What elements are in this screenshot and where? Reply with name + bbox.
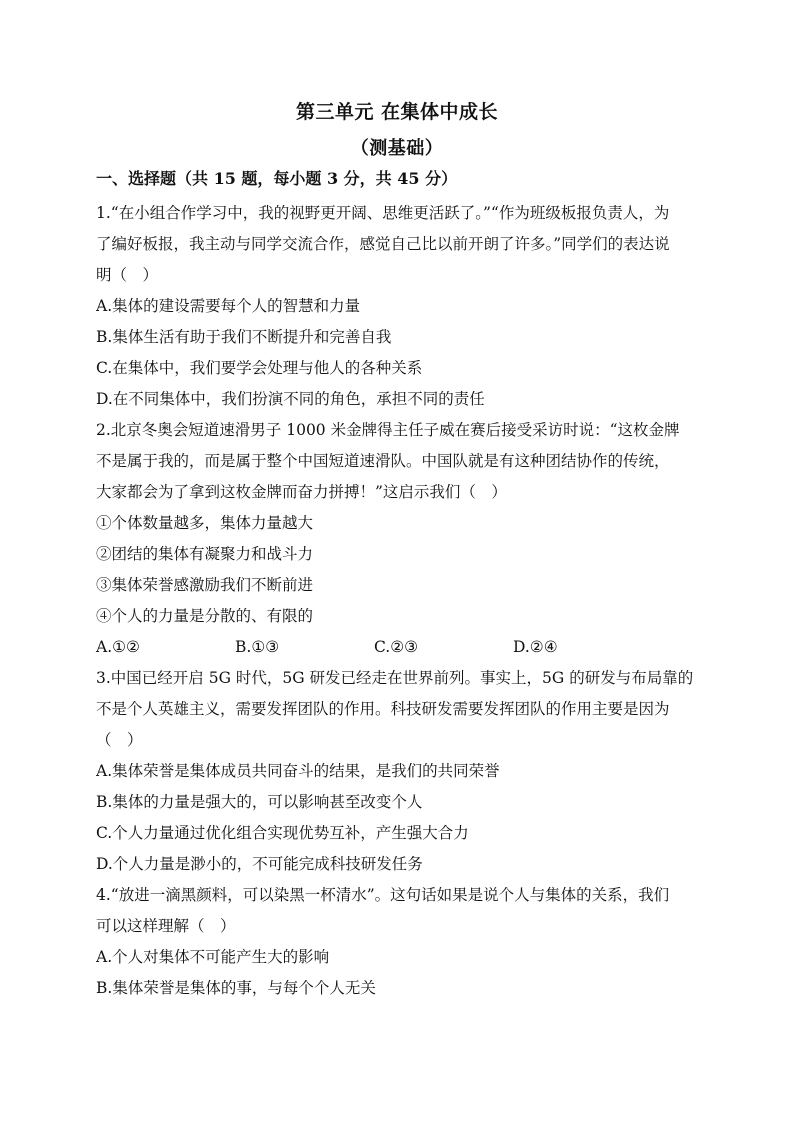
question-text-line: 大家都会为了拿到这枚金牌而奋力拼搏！”这启示我们（ ） bbox=[96, 483, 507, 501]
document-body bbox=[96, 168, 702, 1004]
option-d: D.②④ bbox=[513, 638, 558, 656]
question-text-line: 不是个人英雄主义，需要发挥团队的作用。科技研发需要发挥团队的作用主要是因为 bbox=[96, 700, 670, 718]
option-a: A.个人对集体不可能产生大的影响 bbox=[96, 948, 330, 966]
option-a: A.集体的建设需要每个人的智慧和力量 bbox=[96, 297, 361, 315]
option-d: D.在不同集体中，我们扮演不同的角色，承担不同的责任 bbox=[96, 390, 485, 408]
question-text-line: 4.“放进一滴黑颜料，可以染黑一杯清水”。这句话如果是说个人与集体的关系，我们 bbox=[96, 886, 670, 904]
question-text-line: 2.北京冬奥会短道速滑男子 1000 米金牌得主任子威在赛后接受采访时说：“这枚金牌 bbox=[96, 421, 680, 439]
option-row bbox=[96, 632, 702, 663]
question-text-line: 1.“在小组合作学习中，我的视野更开阔、思维更活跃了。”“作为班级板报负责人，为 bbox=[96, 204, 670, 222]
option-d: D.个人力量是渺小的，不可能完成科技研发任务 bbox=[96, 855, 423, 873]
section-heading: 一、选择题（共 15 题，每小题 3 分，共 45 分） bbox=[96, 169, 458, 188]
question-4 bbox=[96, 880, 702, 1004]
statement-2: ②团结的集体有凝聚力和战斗力 bbox=[96, 545, 314, 563]
option-a: A.集体荣誉是集体成员共同奋斗的结果，是我们的共同荣誉 bbox=[96, 762, 500, 780]
question-text-line: （ ） bbox=[96, 731, 143, 749]
option-b: B.集体荣誉是集体的事，与每个个人无关 bbox=[96, 979, 376, 997]
question-text-line: 了编好板报，我主动与同学交流合作，感觉自己比以前开朗了许多。”同学们的表达说 bbox=[96, 235, 670, 253]
question-text-line: 可以这样理解（ ） bbox=[96, 917, 236, 935]
question-text-line: 明（ ） bbox=[96, 266, 159, 284]
question-1 bbox=[96, 198, 702, 415]
question-3 bbox=[96, 663, 702, 880]
option-b: B.集体的力量是强大的，可以影响甚至改变个人 bbox=[96, 793, 423, 811]
option-a: A.①② bbox=[96, 638, 140, 656]
option-c: C.②③ bbox=[374, 638, 419, 656]
option-c: C.在集体中，我们要学会处理与他人的各种关系 bbox=[96, 359, 423, 377]
statement-1: ①个体数量越多，集体力量越大 bbox=[96, 514, 314, 532]
statement-3: ③集体荣誉感激励我们不断前进 bbox=[96, 576, 314, 594]
page-title: 第三单元 在集体中成长 bbox=[295, 101, 499, 123]
statement-4: ④个人的力量是分散的、有限的 bbox=[96, 607, 314, 625]
question-text-line: 不是属于我的，而是属于整个中国短道速滑队。中国队就是有这种团结协作的传统， bbox=[96, 452, 670, 470]
option-c: C.个人力量通过优化组合实现优势互补，产生强大合力 bbox=[96, 824, 469, 842]
option-b: B.集体生活有助于我们不断提升和完善自我 bbox=[96, 328, 392, 346]
question-2 bbox=[96, 415, 702, 663]
option-b: B.①③ bbox=[235, 638, 280, 656]
page-subtitle: （测基础） bbox=[350, 138, 444, 159]
question-text-line: 3.中国已经开启 5G 时代，5G 研发已经走在世界前列。事实上，5G 的研发与布局靠的 bbox=[96, 669, 694, 687]
